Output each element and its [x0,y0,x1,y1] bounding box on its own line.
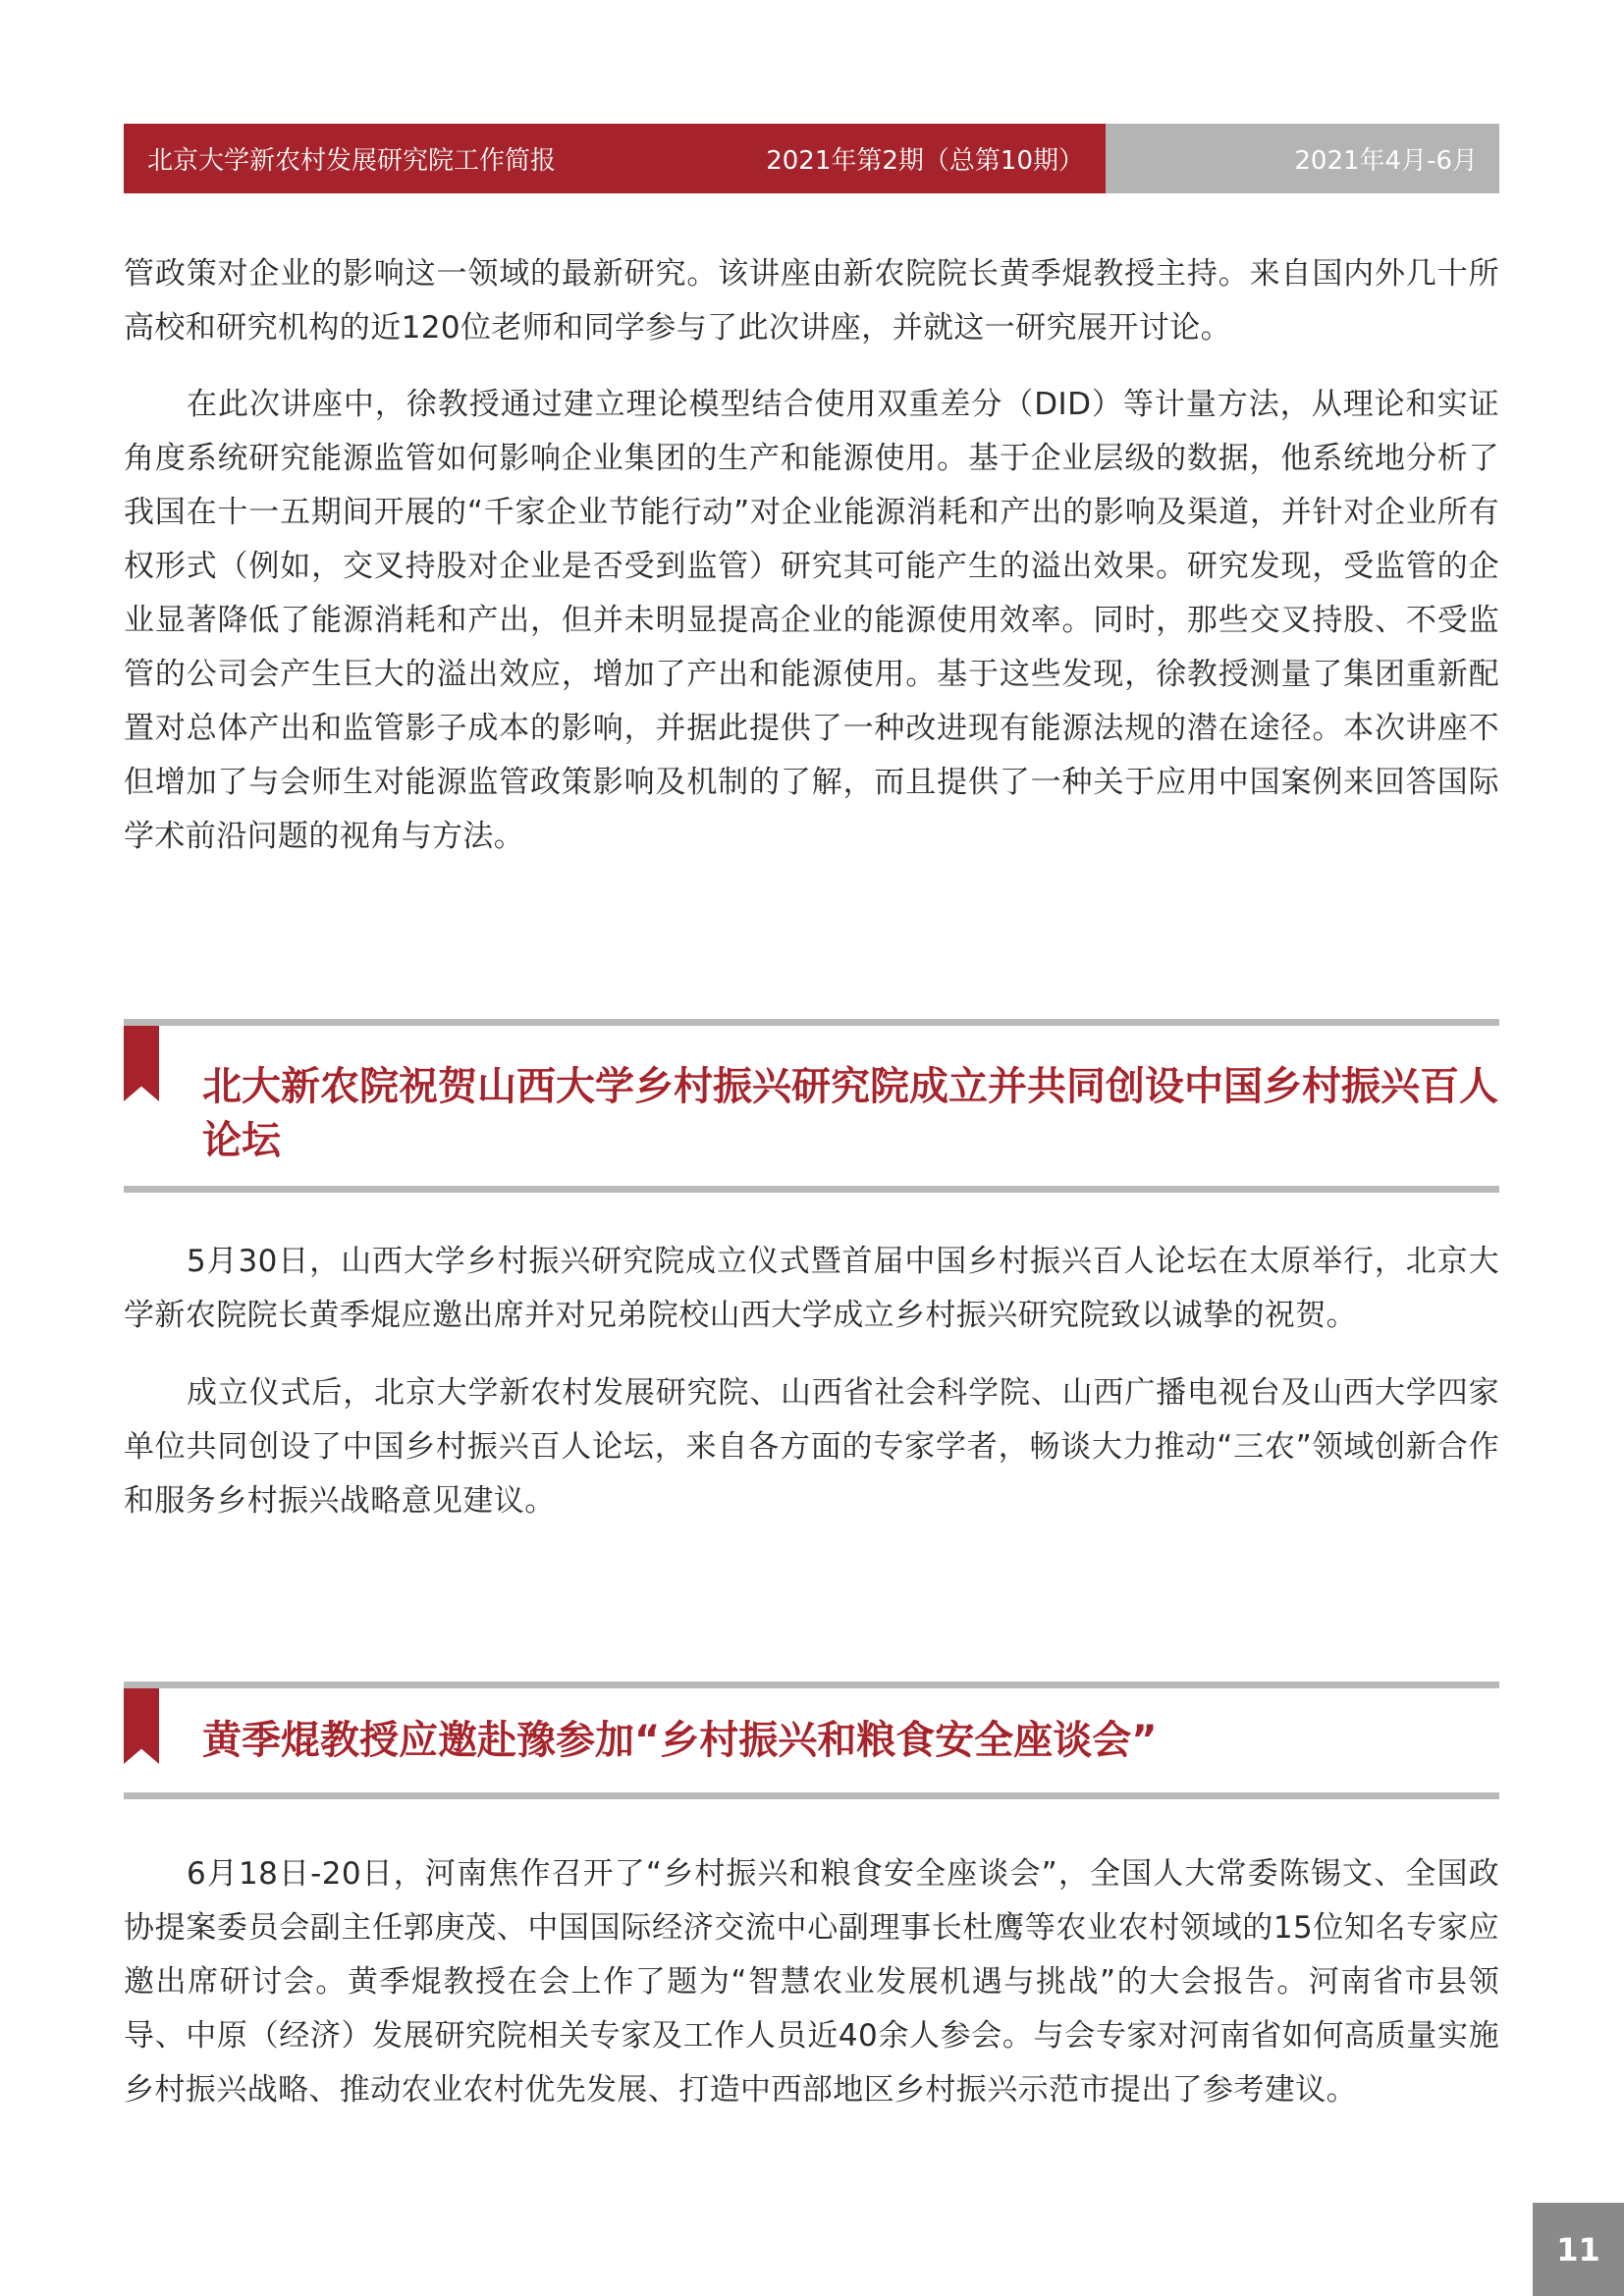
header-banner [124,124,1106,193]
article-paragraph: 6月18日-20日，河南焦作召开了“乡村振兴和粮食安全座谈会”，全国人大常委陈锡文、全国政协提案委员会副主任郭庚茂、中国国际经济交流中心副理事长杜鹰等农业农村领域的15位知名专家应邀出席研讨会。黄季焜教授在会上作了题为“智慧农业发展机遇与挑战”的大会报告。河南省市县领导、中原（经济）发展研究院相关专家及工作人员近40余人参会。与会专家对河南省如何高质量实施乡村振兴战略、推动农业农村优先发展、打造中西部地区乡村振兴示范市提出了参考建议。 [124,1856,1499,2108]
section-bottom-rule [124,1792,1499,1799]
section-bottom-rule [124,1186,1499,1193]
page-number: 11 [1533,2203,1624,2296]
article-paragraph: 5月30日，山西大学乡村振兴研究院成立仪式暨首届中国乡村振兴百人论坛在太原举行，北京大学新农院院长黄季焜应邀出席并对兄弟院校山西大学成立乡村振兴研究院致以诚挚的祝贺。 [124,1244,1499,1333]
section-title: 北大新农院祝贺山西大学乡村振兴研究院成立并共同创设中国乡村振兴百人论坛 [202,1064,1498,1163]
section-title: 黄季焜教授应邀赴豫参加“乡村振兴和粮食安全座谈会” [202,1718,1158,1763]
page-header [124,124,1499,193]
header-period: 2021年4月-6月 [1294,146,1478,176]
section-heading [124,1019,1499,1194]
article-paragraph: 管政策对企业的影响这一领域的最新研究。该讲座由新农院院长黄季焜教授主持。来自国内外几十所高校和研究机构的近120位老师和同学参与了此次讲座，并就这一研究展开讨论。 [124,256,1499,346]
bookmark-ribbon-icon [124,1026,159,1101]
article-paragraph: 在此次讲座中，徐教授通过建立理论模型结合使用双重差分（DID）等计量方法，从理论和实证角度系统研究能源监管如何影响企业集团的生产和能源使用。基于企业层级的数据，他系统地分析了我国在十一五期间开展的“千家企业节能行动”对企业能源消耗和产出的影响及渠道，并针对企业所有权形式（例如，交叉持股对企业是否受到监管）研究其可能产生的溢出效果。研究发现，受监管的企业显著降低了能源消耗和产出，但并未明显提高企业的能源使用效率。同时，那些交叉持股、不受监管的公司会产生巨大的溢出效应，增加了产出和能源使用。基于这些发现，徐教授测量了集团重新配置对总体产出和监管影子成本的影响，并据此提供了一种改进现有能源法规的潜在途径。本次讲座不但增加了与会师生对能源监管政策影响及机制的了解，而且提供了一种关于应用中国案例来回答国际学术前沿问题的视角与方法。 [124,387,1499,854]
section-heading [124,1682,1499,1800]
header-period-box [1106,124,1499,193]
header-title: 北京大学新农村发展研究院工作简报 [147,146,557,176]
section-top-rule [124,1682,1499,1688]
section-top-rule [124,1019,1499,1026]
bookmark-ribbon-icon [124,1688,159,1764]
header-issue: 2021年第2期（总第10期） [766,146,1084,176]
article-paragraph: 成立仪式后，北京大学新农村发展研究院、山西省社会科学院、山西广播电视台及山西大学四家单位共同创设了中国乡村振兴百人论坛，来自各方面的专家学者，畅谈大力推动“三农”领域创新合作和服务乡村振兴战略意见建议。 [124,1375,1499,1519]
